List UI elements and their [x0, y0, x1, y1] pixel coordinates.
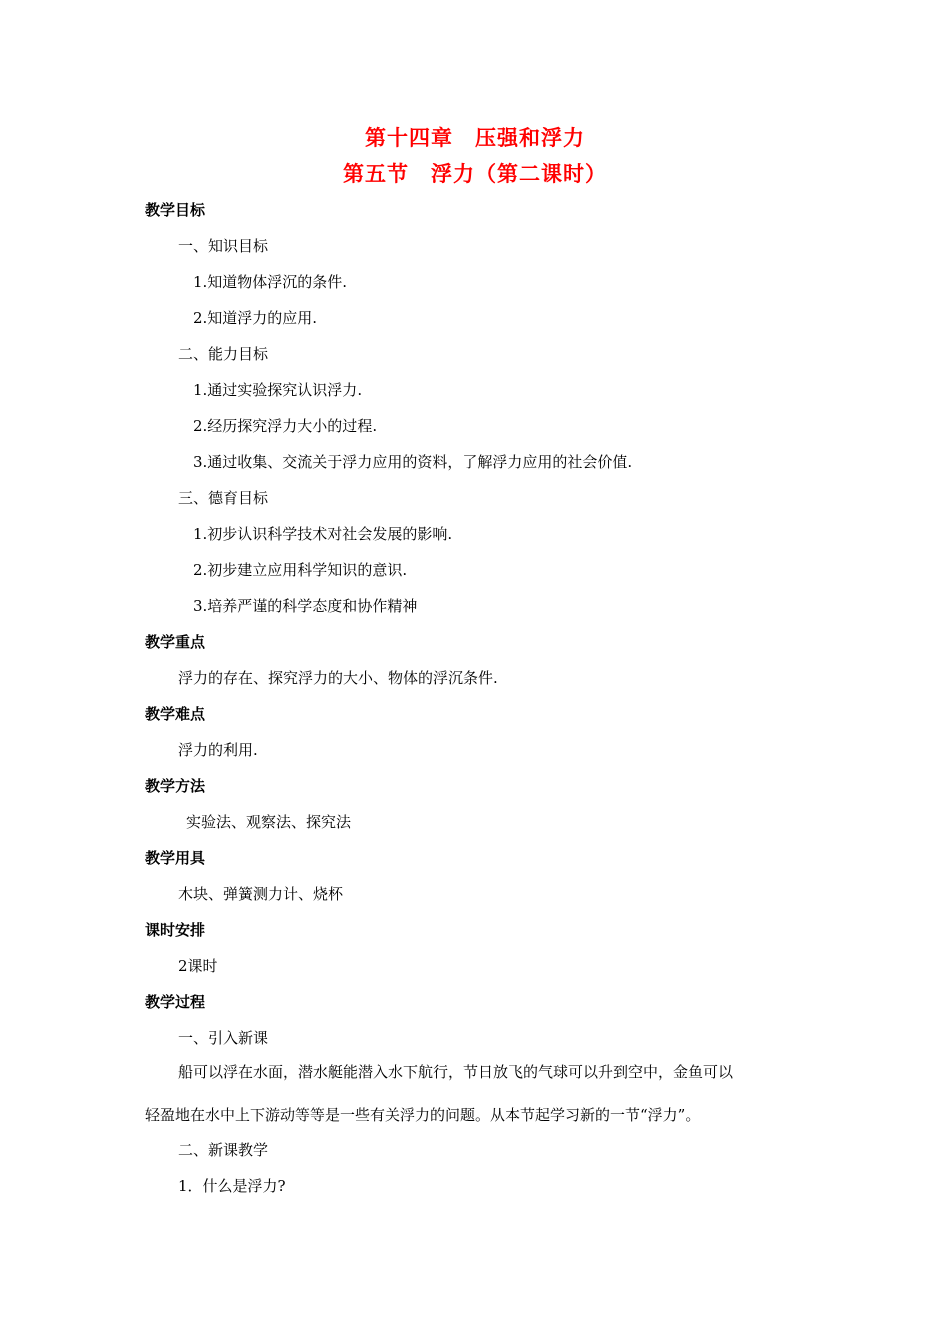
- chapter-title: 第十四章 压强和浮力: [365, 126, 585, 150]
- methods-heading: 教学方法: [145, 777, 206, 795]
- moral-objectives-title: 三、德育目标: [178, 489, 269, 507]
- difficulties-heading: 教学难点: [145, 705, 206, 723]
- objectives-heading: 教学目标: [145, 201, 206, 219]
- key-points-text: 浮力的存在、探究浮力的大小、物体的浮沉条件.: [178, 669, 498, 687]
- methods-text: 实验法、观察法、探究法: [186, 813, 352, 831]
- knowledge-item: 2.知道浮力的应用.: [193, 309, 318, 327]
- tools-heading: 教学用具: [145, 849, 206, 867]
- process-heading: 教学过程: [145, 993, 206, 1011]
- tools-text: 木块、弹簧测力计、烧杯: [178, 885, 344, 903]
- knowledge-objectives-title: 一、知识目标: [178, 237, 269, 255]
- question-what-is-buoyancy: 1．什么是浮力?: [178, 1177, 286, 1195]
- schedule-text: 2课时: [178, 957, 218, 975]
- moral-item: 2.初步建立应用科学知识的意识.: [193, 561, 408, 579]
- key-points-heading: 教学重点: [145, 633, 206, 651]
- moral-item: 1.初步认识科学技术对社会发展的影响.: [193, 525, 453, 543]
- difficulties-text: 浮力的利用.: [178, 741, 258, 759]
- ability-objectives-title: 二、能力目标: [178, 345, 269, 363]
- intro-title: 一、引入新课: [178, 1029, 269, 1047]
- new-lesson-title: 二、新课教学: [178, 1141, 269, 1159]
- ability-item: 1.通过实验探究认识浮力.: [193, 381, 363, 399]
- schedule-heading: 课时安排: [145, 921, 206, 939]
- section-title: 第五节 浮力（第二课时）: [343, 162, 607, 186]
- intro-paragraph-line2: 轻盈地在水中上下游动等等是一些有关浮力的问题。从本节起学习新的一节“浮力”。: [145, 1106, 701, 1124]
- ability-item: 3.通过收集、交流关于浮力应用的资料，了解浮力应用的社会价值.: [193, 453, 633, 471]
- knowledge-item: 1.知道物体浮沉的条件.: [193, 273, 348, 291]
- intro-paragraph-line1: 船可以浮在水面，潜水艇能潜入水下航行，节日放飞的气球可以升到空中，金鱼可以: [178, 1063, 734, 1081]
- ability-item: 2.经历探究浮力大小的过程.: [193, 417, 378, 435]
- moral-item: 3.培养严谨的科学态度和协作精神: [193, 597, 418, 615]
